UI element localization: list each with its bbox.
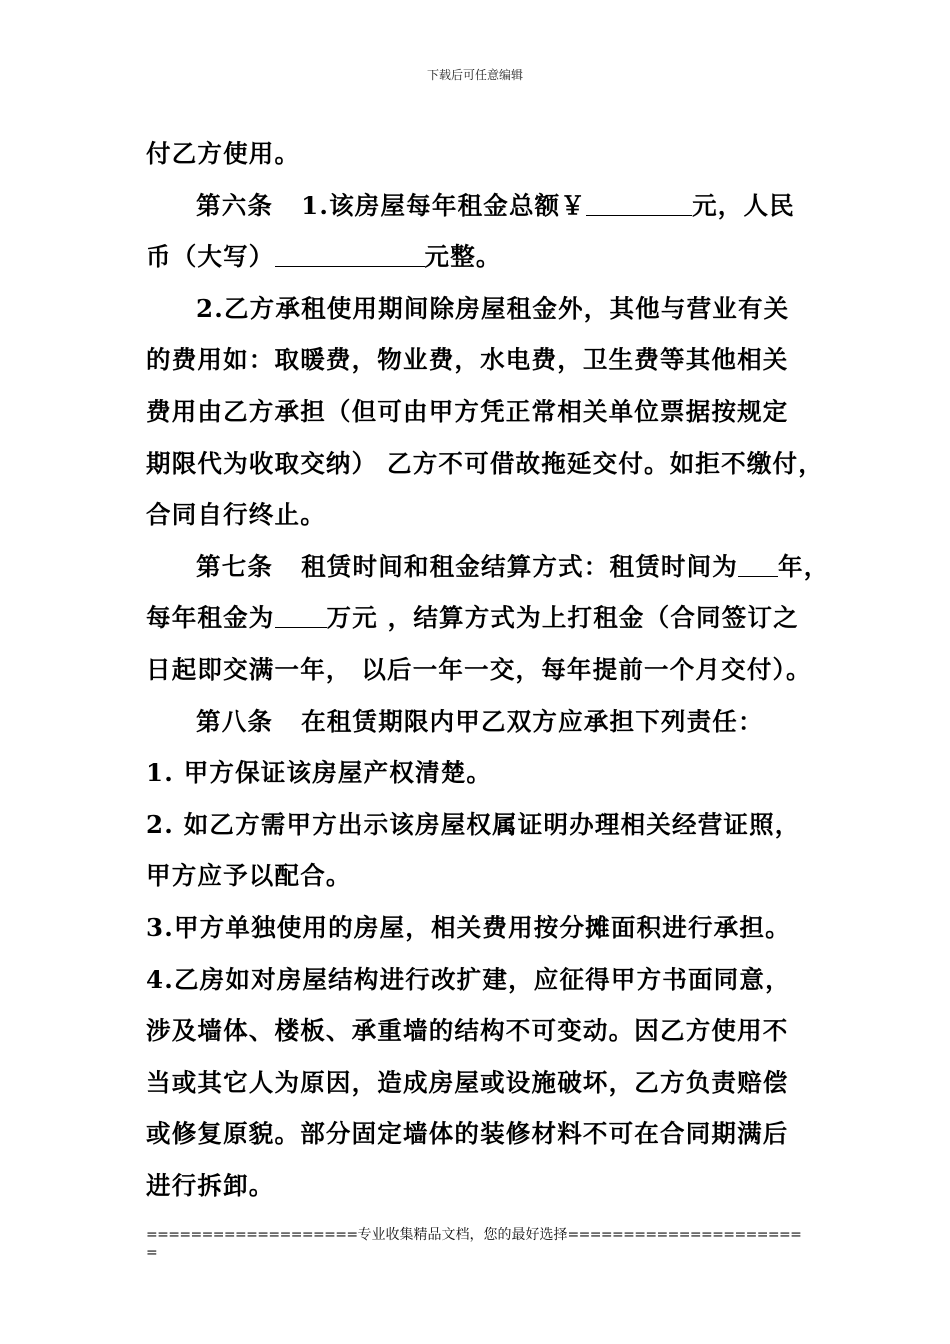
text-line: 合同自行终止。	[146, 500, 326, 530]
lease-years-blank	[738, 548, 778, 577]
rent-uppercase-unit: 元整。	[424, 242, 502, 272]
annual-rent-label: 每年租金为	[146, 603, 275, 633]
rent-amount-blank	[586, 187, 692, 216]
text-line: 的费用如：取暖费，物业费，水电费，卫生费等其他相关	[146, 345, 789, 375]
annual-rent-text: 万元 ，结算方式为上打租金（合同签订之	[326, 603, 799, 633]
rent-uppercase-blank	[275, 238, 425, 267]
article-8-text: 在租赁期限内甲乙双方应承担下列责任：	[301, 706, 764, 736]
text-line: 涉及墙体、楼板、承重墙的结构不可变动。因乙方使用不	[146, 1016, 789, 1046]
text-line: 日起即交满一年， 以后一年一交，每年提前一个月交付）。	[146, 654, 812, 684]
article-6-line	[146, 180, 826, 232]
article-6-text: 1.该房屋每年租金总额￥	[301, 190, 587, 220]
article-6-text-end: 元，人民	[692, 190, 795, 220]
article-7-label: 第七条	[196, 551, 274, 581]
text-line: 2.乙方承租使用期间除房屋租金外，其他与营业有关	[196, 293, 790, 323]
footer-rule-left: ===================	[146, 1227, 358, 1243]
article-7-text-end: 年，	[778, 551, 830, 581]
footer-slogan: 专业收集精品文档，您的最好选择	[357, 1227, 568, 1243]
annual-rent-blank	[275, 599, 327, 628]
text-line: 费用由乙方承担（但可由甲方凭正常相关单位票据按规定	[146, 396, 789, 426]
rent-uppercase-label: 币（大写）	[146, 242, 275, 272]
page-header: 下载后可任意编辑	[426, 68, 523, 82]
text-line: 进行拆卸。	[146, 1170, 275, 1200]
text-line: 甲方应予以配合。	[146, 861, 352, 891]
text-line	[146, 592, 826, 644]
article-7-line	[146, 541, 830, 593]
article-8-label: 第八条	[196, 706, 274, 736]
article-8-line	[146, 696, 826, 748]
text-line	[146, 231, 826, 283]
text-line: 当或其它人为原因，造成房屋或设施破坏，乙方负责赔偿	[146, 1067, 789, 1097]
footer-rule-tail: =	[146, 1245, 158, 1261]
text-line: 1. 甲方保证该房屋产权清楚。	[146, 758, 493, 788]
page-footer	[146, 1226, 826, 1262]
text-line: 或修复原貌。部分固定墙体的装修材料不可在合同期满后	[146, 1119, 789, 1149]
text-line: 4.乙房如对房屋结构进行改扩建，应征得甲方书面同意，	[146, 964, 791, 994]
footer-rule-right: =====================	[567, 1227, 802, 1243]
document-body	[146, 128, 830, 1211]
text-line: 3.甲方单独使用的房屋，相关费用按分摊面积进行承担。	[146, 912, 791, 942]
article-7-text: 租赁时间和租金结算方式：租赁时间为	[301, 551, 739, 581]
text-line: 付乙方使用。	[146, 139, 301, 168]
text-line: 期限代为收取交纳） 乙方不可借故拖延交付。如拒不缴付，	[146, 448, 824, 478]
text-line: 2. 如乙方需甲方出示该房屋权属证明办理相关经营证照，	[146, 809, 801, 839]
article-6-label: 第六条	[196, 190, 274, 220]
